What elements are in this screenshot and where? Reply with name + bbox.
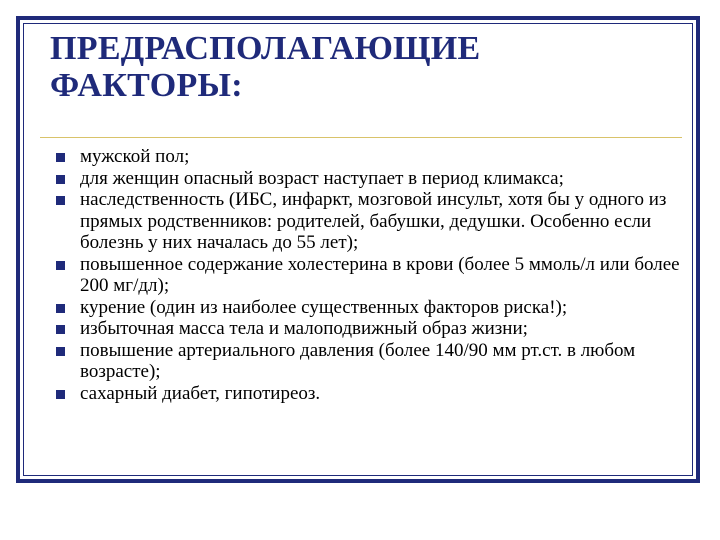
bullet-item (56, 297, 686, 319)
bullet-text: наследственность (ИБС, инфаркт, мозговой инсульт, хотя бы у одного из прямых родственников: родителей, бабушки, дедушки. Особенно если болезнь у них началась до 55 лет); (80, 189, 667, 253)
square-bullet-icon (56, 196, 65, 205)
square-bullet-icon (56, 347, 65, 356)
bullet-text: повышение артериального давления (более 140/90 мм рт.ст. в любом возрасте); (80, 339, 636, 382)
bullet-item (56, 340, 686, 383)
bullet-item (56, 383, 686, 405)
square-bullet-icon (56, 325, 65, 334)
bullet-text: избыточная масса тела и малоподвижный образ жизни; (80, 318, 528, 339)
slide-frame (16, 16, 700, 483)
square-bullet-icon (56, 261, 65, 270)
title-divider (40, 137, 682, 138)
bullet-text: курение (один из наиболее существенных факторов риска!); (80, 296, 568, 318)
bullet-item (56, 254, 686, 297)
title-line-1: ПРЕДРАСПОЛАГАЮЩИЕ (50, 30, 481, 67)
bullet-item (56, 168, 686, 190)
bullet-text: повышенное содержание холестерина в крови (более 5 ммоль/л или более 200 мг/дл); (80, 253, 680, 296)
bullet-item (56, 146, 686, 168)
square-bullet-icon (56, 304, 65, 313)
bullet-text: сахарный диабет, гипотиреоз. (80, 382, 321, 404)
slide-title (50, 30, 481, 104)
bullet-text: для женщин опасный возраст наступает в период климакса; (80, 167, 564, 189)
square-bullet-icon (56, 390, 65, 399)
square-bullet-icon (56, 153, 65, 162)
square-bullet-icon (56, 175, 65, 184)
bullet-text: мужской пол; (80, 146, 190, 167)
bullet-item (56, 318, 686, 340)
title-line-2: ФАКТОРЫ: (50, 67, 243, 104)
bullet-list (56, 146, 686, 404)
bullet-item (56, 189, 686, 254)
